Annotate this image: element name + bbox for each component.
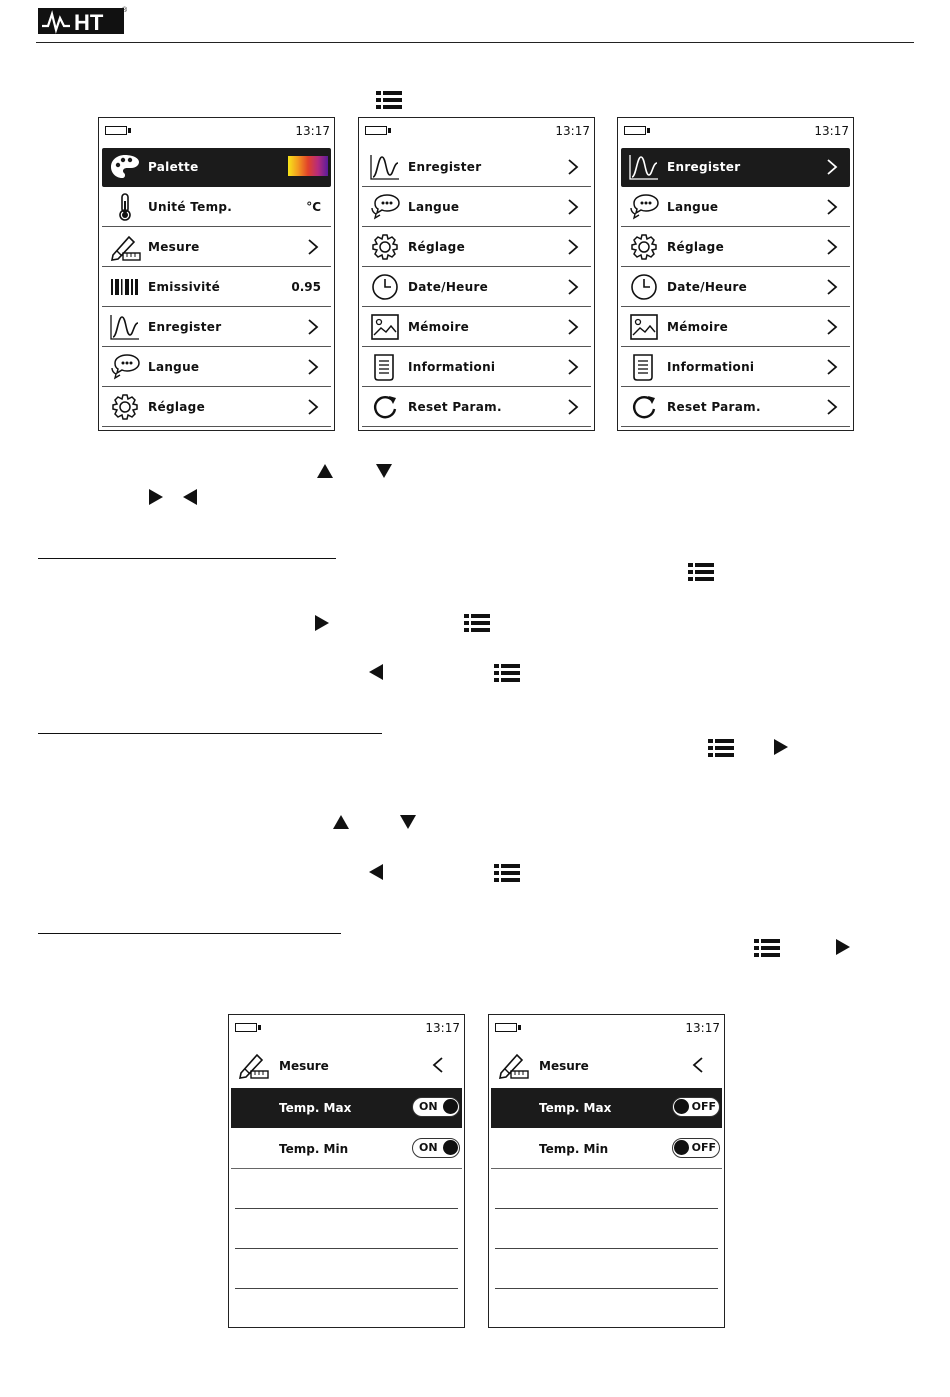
menu-item-label: Mémoire (408, 320, 470, 334)
menu-item-value: 0.95 (291, 280, 321, 294)
battery-icon (365, 126, 387, 135)
barcode-icon (109, 273, 141, 301)
toggle-row-temp-max[interactable] (231, 1088, 462, 1128)
submenu-header (489, 1043, 724, 1087)
section-rule-3 (38, 933, 341, 934)
chevron-right-icon (307, 239, 319, 255)
menu-item-r-glage[interactable] (621, 228, 850, 267)
device-screen-menu-3 (617, 117, 854, 431)
menu-item-label: Enregister (148, 320, 222, 334)
menu-item-unit-temp[interactable] (102, 188, 331, 227)
toggle-row-temp-min[interactable] (491, 1129, 722, 1169)
menu-item-langue[interactable] (362, 188, 591, 227)
menu-item-m-moire[interactable] (362, 308, 591, 347)
down-arrow-icon (375, 463, 393, 479)
status-bar (618, 118, 853, 144)
menu-item-label: Informationi (408, 360, 496, 374)
toggle-row-temp-min[interactable] (231, 1129, 462, 1169)
menu-item-label: Enregister (408, 160, 482, 174)
clock-time: 13:17 (814, 124, 849, 138)
menu-item-reset-param[interactable] (621, 388, 850, 427)
right-arrow-icon (314, 614, 330, 632)
toggle-state: ON (419, 1141, 438, 1154)
device-screen-mesure-2 (488, 1014, 725, 1328)
menu-key-icon (754, 938, 780, 958)
menu-item-enregister[interactable] (621, 148, 850, 187)
chevron-right-icon (307, 319, 319, 335)
right-arrow-icon (835, 938, 851, 956)
chevron-right-icon (826, 359, 838, 375)
toggle-label: Temp. Max (539, 1101, 612, 1115)
menu-item-label: Informationi (667, 360, 755, 374)
empty-row-divider (495, 1248, 718, 1249)
reset-icon (628, 393, 660, 421)
menu-item-enregister[interactable] (102, 308, 331, 347)
menu-item-label: Langue (408, 200, 460, 214)
menu-item-label: Emissivité (148, 280, 221, 294)
logo-text: HT (74, 10, 104, 35)
chevron-right-icon (567, 159, 579, 175)
clock-icon (369, 273, 401, 301)
battery-icon (495, 1023, 517, 1032)
document-icon (628, 353, 660, 381)
menu-item-label: Palette (148, 160, 199, 174)
menu-item-label: Langue (148, 360, 200, 374)
left-arrow-icon (368, 863, 384, 881)
right-arrow-icon (148, 488, 164, 506)
menu-item-value: °C (306, 200, 321, 214)
menu-key-icon (688, 562, 714, 582)
submenu-header (229, 1043, 464, 1087)
menu-item-r-glage[interactable] (362, 228, 591, 267)
chevron-right-icon (307, 359, 319, 375)
speech-bubble-icon (109, 353, 141, 381)
speech-bubble-icon (369, 193, 401, 221)
menu-item-date-heure[interactable] (621, 268, 850, 307)
status-bar (489, 1015, 724, 1041)
speech-bubble-icon (628, 193, 660, 221)
clock-time: 13:17 (295, 124, 330, 138)
chevron-right-icon (826, 239, 838, 255)
chevron-right-icon (567, 399, 579, 415)
menu-item-mesure[interactable] (102, 228, 331, 267)
status-bar (359, 118, 594, 144)
registered-mark: ® (122, 7, 128, 14)
battery-icon (624, 126, 646, 135)
menu-item-label: Unité Temp. (148, 200, 233, 214)
toggle-state: ON (419, 1100, 438, 1113)
toggle-knob (674, 1099, 689, 1114)
toggle-label: Temp. Min (279, 1142, 349, 1156)
gear-icon (109, 393, 141, 421)
waveform-icon (369, 153, 401, 181)
status-bar (229, 1015, 464, 1041)
submenu-title: Mesure (539, 1059, 589, 1073)
back-chevron-icon[interactable] (692, 1057, 704, 1073)
toggle-knob (443, 1099, 458, 1114)
left-arrow-icon (368, 663, 384, 681)
menu-item-informationi[interactable] (362, 348, 591, 387)
chevron-right-icon (826, 319, 838, 335)
waveform-icon (109, 313, 141, 341)
device-screen-menu-1 (98, 117, 335, 431)
toggle-state: OFF (691, 1100, 716, 1113)
toggle-knob (674, 1140, 689, 1155)
pencil-ruler-icon (237, 1051, 269, 1079)
battery-icon (105, 126, 127, 135)
menu-item-palette[interactable] (102, 148, 331, 187)
back-chevron-icon[interactable] (432, 1057, 444, 1073)
pencil-ruler-icon (109, 233, 141, 261)
menu-item-label: Langue (667, 200, 719, 214)
battery-icon (235, 1023, 257, 1032)
chevron-right-icon (567, 279, 579, 295)
menu-key-icon (494, 663, 520, 683)
toggle-switch[interactable] (672, 1138, 720, 1158)
ht-logo (38, 4, 128, 36)
chevron-right-icon (567, 319, 579, 335)
toggle-switch[interactable] (672, 1097, 720, 1117)
palette-swatch (288, 156, 328, 176)
menu-item-m-moire[interactable] (621, 308, 850, 347)
reset-icon (369, 393, 401, 421)
menu-key-icon (464, 613, 490, 633)
chevron-right-icon (826, 199, 838, 215)
toggle-switch[interactable] (412, 1097, 460, 1117)
menu-item-label: Mémoire (667, 320, 729, 334)
empty-row-divider (495, 1288, 718, 1289)
document-icon (369, 353, 401, 381)
menu-item-label: Réglage (148, 400, 206, 414)
menu-item-emissivit[interactable] (102, 268, 331, 307)
image-icon (628, 313, 660, 341)
chevron-right-icon (826, 399, 838, 415)
up-arrow-icon (332, 814, 350, 830)
down-arrow-icon (399, 814, 417, 830)
palette-icon (109, 153, 141, 181)
right-arrow-icon (773, 738, 789, 756)
section-rule-2 (38, 733, 382, 734)
menu-key-icon (708, 738, 734, 758)
menu-item-label: Réglage (667, 240, 725, 254)
toggle-label: Temp. Max (279, 1101, 352, 1115)
menu-item-label: Reset Param. (667, 400, 761, 414)
device-screen-menu-2 (358, 117, 595, 431)
status-bar (99, 118, 334, 144)
toggle-label: Temp. Min (539, 1142, 609, 1156)
chevron-right-icon (826, 279, 838, 295)
menu-item-langue[interactable] (621, 188, 850, 227)
chevron-right-icon (307, 399, 319, 415)
thermometer-icon (109, 193, 141, 221)
header-rule (36, 42, 914, 43)
empty-row-divider (235, 1288, 458, 1289)
clock-time: 13:17 (685, 1021, 720, 1035)
waveform-icon (628, 153, 660, 181)
menu-item-label: Réglage (408, 240, 466, 254)
menu-item-langue[interactable] (102, 348, 331, 387)
menu-item-label: Date/Heure (408, 280, 489, 294)
menu-item-date-heure[interactable] (362, 268, 591, 307)
menu-item-informationi[interactable] (621, 348, 850, 387)
menu-item-enregister[interactable] (362, 148, 591, 187)
menu-key-icon (494, 863, 520, 883)
toggle-knob (443, 1140, 458, 1155)
empty-row-divider (235, 1248, 458, 1249)
toggle-switch[interactable] (412, 1138, 460, 1158)
toggle-row-temp-max[interactable] (491, 1088, 722, 1128)
chevron-right-icon (567, 359, 579, 375)
menu-item-label: Enregister (667, 160, 741, 174)
menu-item-reset-param[interactable] (362, 388, 591, 427)
menu-item-r-glage[interactable] (102, 388, 331, 427)
empty-row-divider (495, 1208, 718, 1209)
clock-icon (628, 273, 660, 301)
gear-icon (628, 233, 660, 261)
chevron-right-icon (567, 199, 579, 215)
menu-key-icon (376, 90, 402, 110)
chevron-right-icon (567, 239, 579, 255)
clock-time: 13:17 (425, 1021, 460, 1035)
menu-item-label: Date/Heure (667, 280, 748, 294)
menu-item-label: Reset Param. (408, 400, 502, 414)
clock-time: 13:17 (555, 124, 590, 138)
up-arrow-icon (316, 463, 334, 479)
left-arrow-icon (182, 488, 198, 506)
toggle-state: OFF (691, 1141, 716, 1154)
submenu-title: Mesure (279, 1059, 329, 1073)
menu-item-label: Mesure (148, 240, 200, 254)
chevron-right-icon (826, 159, 838, 175)
device-screen-mesure-1 (228, 1014, 465, 1328)
empty-row-divider (235, 1208, 458, 1209)
image-icon (369, 313, 401, 341)
gear-icon (369, 233, 401, 261)
pencil-ruler-icon (497, 1051, 529, 1079)
section-rule-1 (38, 558, 336, 559)
